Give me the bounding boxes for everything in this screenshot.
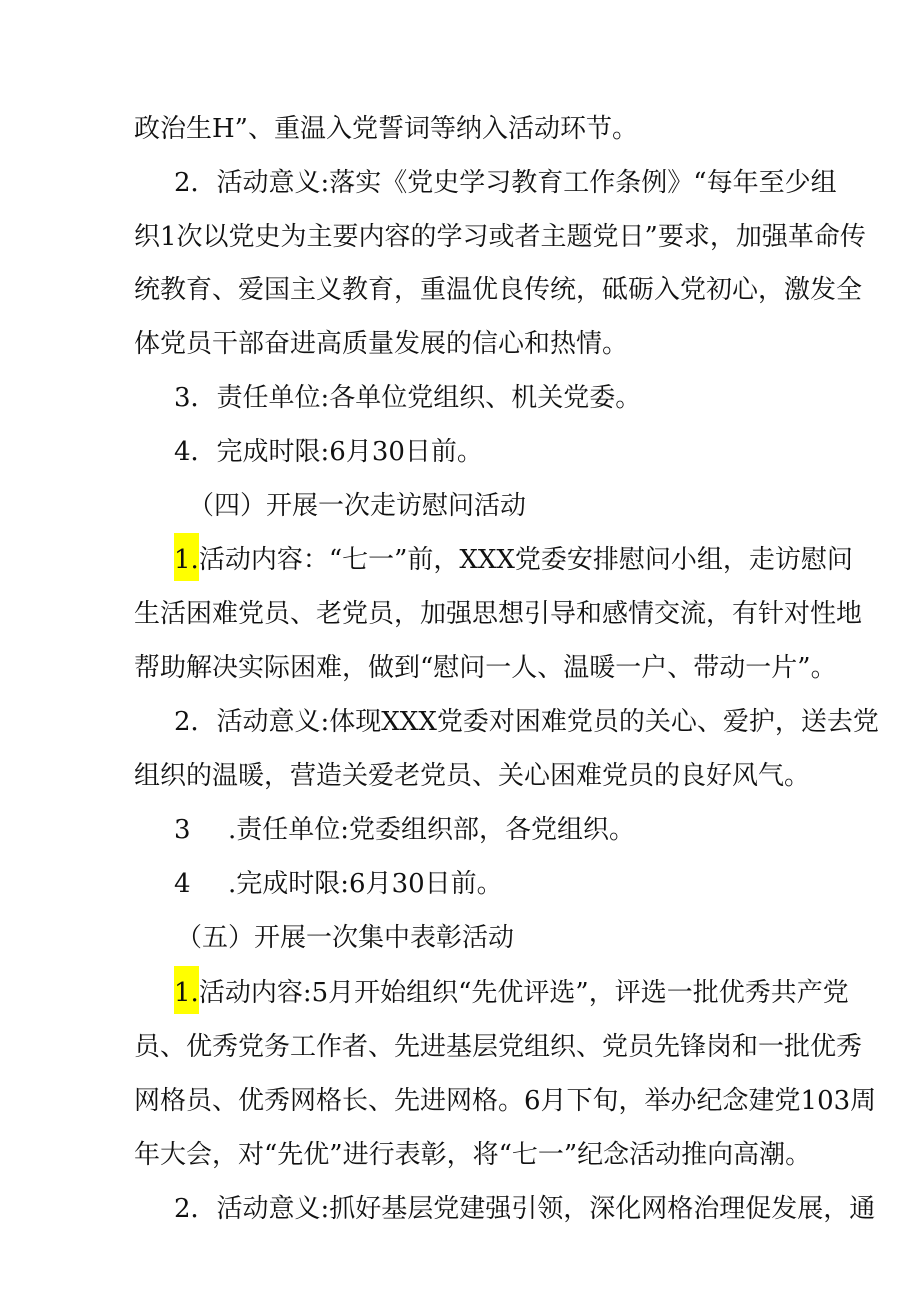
highlighted-number: 1. xyxy=(174,966,199,1014)
text-line: 生活困难党员、老党员，加强思想引导和感情交流，有针对性地 xyxy=(134,599,863,629)
list-number: 4 xyxy=(174,869,191,899)
text-line: 体党员干部奋进高质量发展的信心和热情。 xyxy=(134,329,629,359)
text-line: 2．活动意义:落实《党史学习教育工作条例》“每年至少组 xyxy=(174,168,837,198)
text-line xyxy=(174,813,635,847)
text-line: 帮助解决实际困难，做到“慰问一人、温暖一户、带动一片”。 xyxy=(134,653,837,683)
text-line: 织1次以党史为主要内容的学习或者主题党日”要求，加强革命传 xyxy=(134,222,866,252)
highlighted-number: 1. xyxy=(174,533,199,581)
text-line: 2．活动意义:抓好基层党建强引领，深化网格治理促发展，通 xyxy=(174,1194,876,1224)
text-line: 网格员、优秀网格长、先进网格。6月下旬，举办纪念建党103周 xyxy=(134,1086,877,1116)
text-line: 员、优秀党务工作者、先进基层党组织、党员先锋岗和一批优秀 xyxy=(134,1032,863,1062)
text-line: 3．责任单位:各单位党组织、机关党委。 xyxy=(174,383,642,413)
text-line: 4．完成时限:6月30日前。 xyxy=(174,437,483,467)
list-number: 3 xyxy=(174,815,191,845)
text-line: 政治生H”、重温入党誓词等纳入活动环节。 xyxy=(134,114,638,144)
text-line xyxy=(174,976,849,1014)
section-heading: （五）开展一次集中表彰活动 xyxy=(176,923,515,953)
text-line: 年大会，对“先优”进行表彰，将“七一”纪念活动推向高潮。 xyxy=(134,1140,812,1170)
section-heading: （四）开展一次走访慰问活动 xyxy=(188,491,527,521)
text-line-content: 活动内容:5月开始组织“先优评选”，评选一批优秀共产党 xyxy=(198,978,849,1008)
text-line-content: .责任单位:党委组织部，各党组织。 xyxy=(228,815,636,845)
text-line-content: .完成时限:6月30日前。 xyxy=(228,869,503,899)
text-line xyxy=(174,543,853,581)
text-line-content: 活动内容：“七一”前，XXX党委安排慰问小组，走访慰问 xyxy=(198,545,853,575)
text-line: 2．活动意义:体现XXX党委对困难党员的关心、爱护，送去党 xyxy=(174,707,879,737)
text-line xyxy=(174,867,503,901)
text-line: 组织的温暖，营造关爱老党员、关心困难党员的良好风气。 xyxy=(134,761,811,791)
text-line: 统教育、爱国主义教育，重温优良传统，砥砺入党初心，激发全 xyxy=(134,275,863,305)
